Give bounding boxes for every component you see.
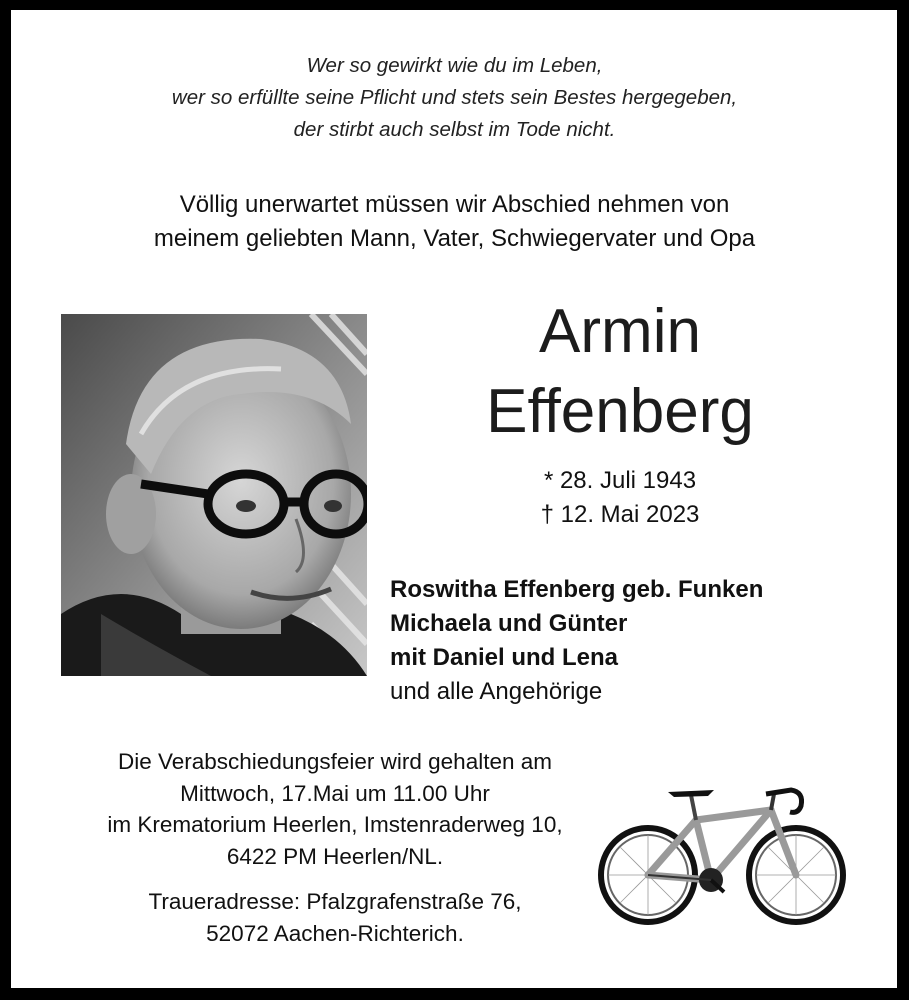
life-dates	[490, 464, 750, 532]
ceremony-line: Die Verabschiedungsfeier wird gehalten am	[117, 749, 552, 774]
poem-line: der stirbt auch selbst im Tode nicht.	[293, 118, 616, 141]
mourner-line: mit Daniel und Lena	[390, 644, 619, 671]
portrait-photo	[61, 314, 367, 676]
intro-line: Völlig unerwartet müssen wir Abschied nehmen von	[179, 191, 730, 218]
address-line: Traueradresse: Pfalzgrafenstraße 76,	[148, 889, 522, 914]
intro-line: meinem geliebten Mann, Vater, Schwiegervater und Opa	[153, 225, 756, 252]
ceremony-line: im Krematorium Heerlen, Imstenraderweg 10,	[107, 812, 563, 837]
memorial-poem	[0, 50, 909, 146]
mourner-line: Roswitha Effenberg geb. Funken	[390, 576, 764, 603]
mourner-line: Michaela und Günter	[390, 610, 628, 637]
bicycle-illustration	[596, 780, 848, 930]
death-date: † 12. Mai 2023	[540, 501, 700, 528]
poem-line: Wer so gewirkt wie du im Leben,	[306, 54, 603, 77]
intro-text	[0, 188, 909, 256]
birth-date: * 28. Juli 1943	[543, 467, 697, 494]
mourning-address	[60, 886, 610, 949]
address-line: 52072 Aachen-Richterich.	[206, 920, 464, 946]
ceremony-line: 6422 PM Heerlen/NL.	[226, 843, 444, 869]
portrait-illustration	[61, 314, 367, 676]
ceremony-info	[60, 746, 610, 872]
first-name: Armin	[539, 297, 701, 366]
mourners-list	[390, 573, 890, 709]
bicycle-icon	[596, 780, 848, 930]
ceremony-line: Mittwoch, 17.Mai um 11.00 Uhr	[180, 780, 490, 806]
poem-line: wer so erfüllte seine Pflicht und stets sein Bestes hergegeben,	[171, 86, 738, 109]
deceased-name	[430, 292, 810, 452]
mourner-closing: und alle Angehörige	[390, 678, 603, 705]
last-name: Effenberg	[486, 377, 754, 446]
